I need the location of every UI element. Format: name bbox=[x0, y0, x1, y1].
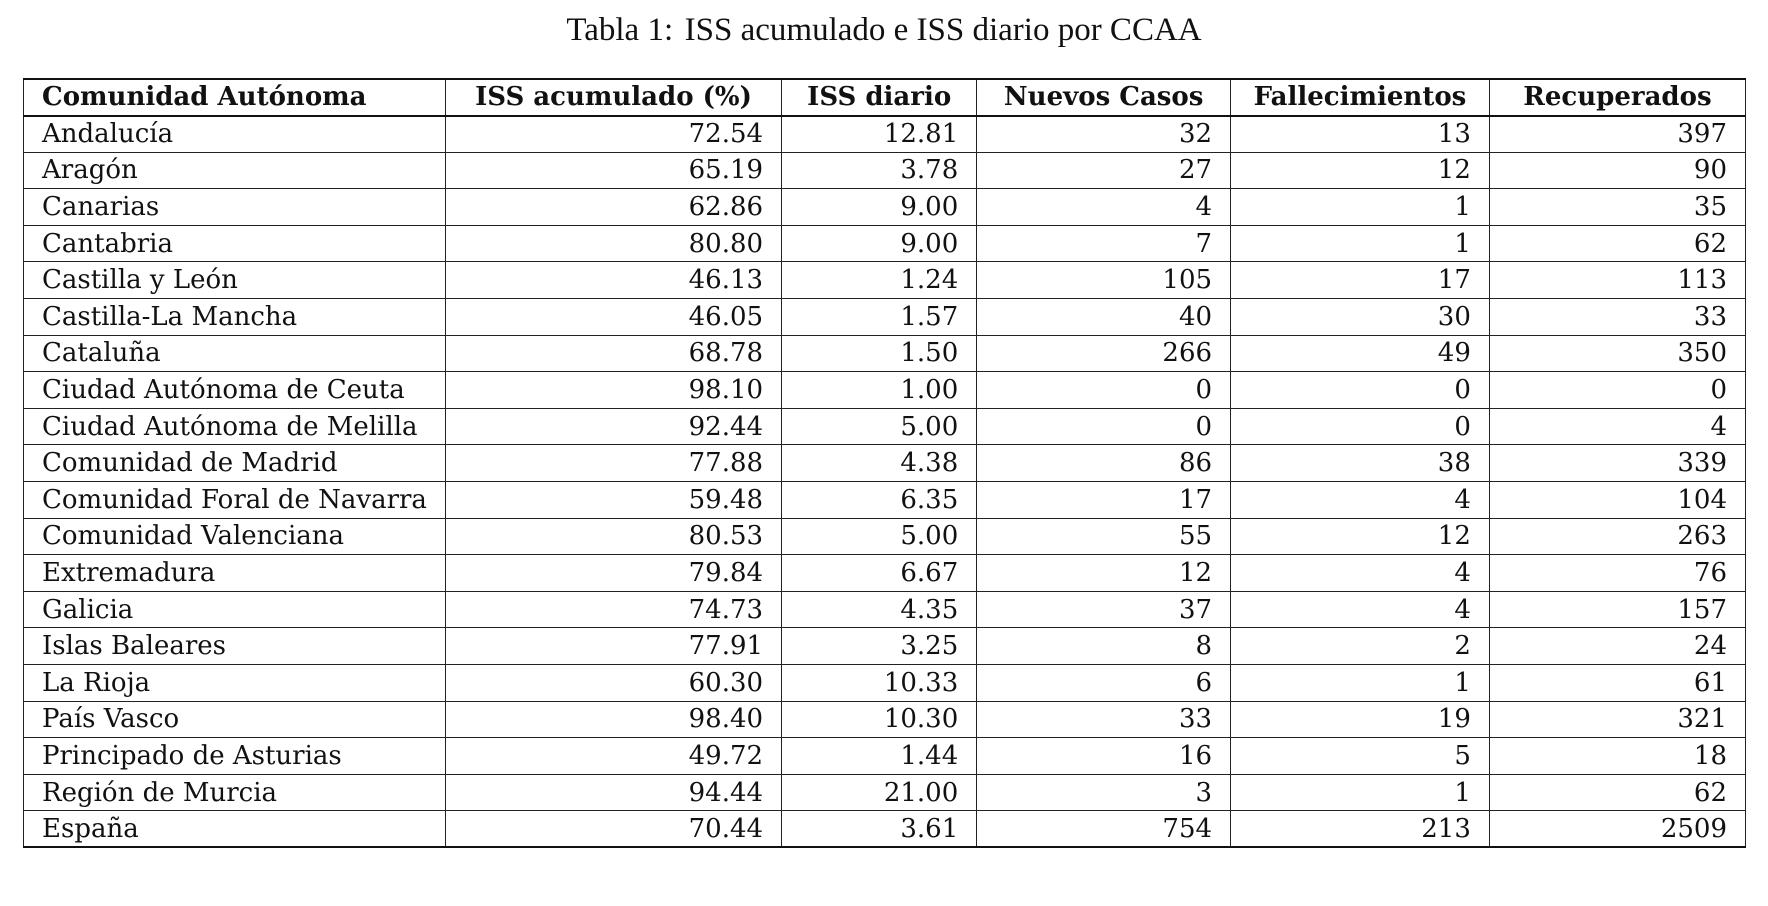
cell-iss-acumulado: 80.80 bbox=[445, 225, 781, 262]
cell-iss-diario: 9.00 bbox=[782, 225, 977, 262]
table-row bbox=[24, 408, 1746, 445]
cell-nuevos-casos: 7 bbox=[977, 225, 1231, 262]
cell-recuperados: 24 bbox=[1489, 628, 1745, 665]
table-row bbox=[24, 116, 1746, 153]
table-row bbox=[24, 299, 1746, 336]
table-row bbox=[24, 372, 1746, 409]
cell-comunidad: Región de Murcia bbox=[24, 774, 446, 811]
cell-comunidad: Principado de Asturias bbox=[24, 738, 446, 775]
cell-recuperados: 62 bbox=[1489, 774, 1745, 811]
cell-recuperados: 397 bbox=[1489, 116, 1745, 153]
cell-nuevos-casos: 40 bbox=[977, 299, 1231, 336]
cell-iss-acumulado: 70.44 bbox=[445, 811, 781, 848]
cell-iss-diario: 3.25 bbox=[782, 628, 977, 665]
cell-comunidad: Andalucía bbox=[24, 116, 446, 153]
cell-iss-diario: 12.81 bbox=[782, 116, 977, 153]
table-row bbox=[24, 518, 1746, 555]
cell-iss-diario: 1.44 bbox=[782, 738, 977, 775]
cell-fallecimientos: 17 bbox=[1231, 262, 1490, 299]
cell-iss-diario: 1.57 bbox=[782, 299, 977, 336]
cell-recuperados: 2509 bbox=[1489, 811, 1745, 848]
cell-recuperados: 18 bbox=[1489, 738, 1745, 775]
cell-iss-diario: 5.00 bbox=[782, 408, 977, 445]
cell-comunidad: Castilla-La Mancha bbox=[24, 299, 446, 336]
cell-iss-diario: 6.35 bbox=[782, 482, 977, 519]
header-fallecimientos: Fallecimientos bbox=[1231, 79, 1490, 116]
cell-recuperados: 0 bbox=[1489, 372, 1745, 409]
cell-recuperados: 350 bbox=[1489, 335, 1745, 372]
table-row bbox=[24, 591, 1746, 628]
cell-nuevos-casos: 4 bbox=[977, 189, 1231, 226]
caption-label: Tabla 1: bbox=[566, 12, 674, 48]
cell-nuevos-casos: 37 bbox=[977, 591, 1231, 628]
cell-iss-acumulado: 77.88 bbox=[445, 445, 781, 482]
table-row bbox=[24, 628, 1746, 665]
table-header-row bbox=[24, 79, 1746, 116]
cell-fallecimientos: 4 bbox=[1231, 555, 1490, 592]
cell-fallecimientos: 1 bbox=[1231, 665, 1490, 702]
cell-fallecimientos: 1 bbox=[1231, 189, 1490, 226]
cell-nuevos-casos: 27 bbox=[977, 152, 1231, 189]
cell-iss-acumulado: 46.05 bbox=[445, 299, 781, 336]
cell-nuevos-casos: 105 bbox=[977, 262, 1231, 299]
cell-fallecimientos: 0 bbox=[1231, 372, 1490, 409]
cell-iss-acumulado: 60.30 bbox=[445, 665, 781, 702]
cell-iss-diario: 4.38 bbox=[782, 445, 977, 482]
table-row bbox=[24, 701, 1746, 738]
cell-recuperados: 339 bbox=[1489, 445, 1745, 482]
cell-nuevos-casos: 6 bbox=[977, 665, 1231, 702]
cell-iss-acumulado: 72.54 bbox=[445, 116, 781, 153]
cell-iss-acumulado: 92.44 bbox=[445, 408, 781, 445]
cell-comunidad: La Rioja bbox=[24, 665, 446, 702]
table-row bbox=[24, 335, 1746, 372]
cell-fallecimientos: 30 bbox=[1231, 299, 1490, 336]
cell-recuperados: 4 bbox=[1489, 408, 1745, 445]
table-row bbox=[24, 665, 1746, 702]
cell-iss-acumulado: 65.19 bbox=[445, 152, 781, 189]
cell-nuevos-casos: 754 bbox=[977, 811, 1231, 848]
header-iss-diario: ISS diario bbox=[782, 79, 977, 116]
cell-iss-acumulado: 94.44 bbox=[445, 774, 781, 811]
cell-iss-acumulado: 80.53 bbox=[445, 518, 781, 555]
table-body bbox=[24, 116, 1746, 848]
cell-fallecimientos: 5 bbox=[1231, 738, 1490, 775]
cell-iss-acumulado: 62.86 bbox=[445, 189, 781, 226]
cell-nuevos-casos: 17 bbox=[977, 482, 1231, 519]
cell-comunidad: Cataluña bbox=[24, 335, 446, 372]
cell-nuevos-casos: 16 bbox=[977, 738, 1231, 775]
cell-iss-acumulado: 98.40 bbox=[445, 701, 781, 738]
cell-comunidad: País Vasco bbox=[24, 701, 446, 738]
cell-nuevos-casos: 33 bbox=[977, 701, 1231, 738]
cell-nuevos-casos: 0 bbox=[977, 408, 1231, 445]
cell-iss-acumulado: 74.73 bbox=[445, 591, 781, 628]
cell-recuperados: 62 bbox=[1489, 225, 1745, 262]
header-nuevos-casos: Nuevos Casos bbox=[977, 79, 1231, 116]
cell-fallecimientos: 1 bbox=[1231, 225, 1490, 262]
cell-fallecimientos: 213 bbox=[1231, 811, 1490, 848]
cell-fallecimientos: 38 bbox=[1231, 445, 1490, 482]
cell-comunidad: Comunidad Valenciana bbox=[24, 518, 446, 555]
caption-text: ISS acumulado e ISS diario por CCAA bbox=[684, 12, 1202, 48]
cell-nuevos-casos: 32 bbox=[977, 116, 1231, 153]
cell-iss-diario: 10.33 bbox=[782, 665, 977, 702]
cell-recuperados: 76 bbox=[1489, 555, 1745, 592]
cell-nuevos-casos: 8 bbox=[977, 628, 1231, 665]
cell-nuevos-casos: 12 bbox=[977, 555, 1231, 592]
cell-iss-acumulado: 79.84 bbox=[445, 555, 781, 592]
cell-iss-diario: 1.50 bbox=[782, 335, 977, 372]
cell-comunidad: Comunidad de Madrid bbox=[24, 445, 446, 482]
cell-iss-acumulado: 77.91 bbox=[445, 628, 781, 665]
cell-nuevos-casos: 55 bbox=[977, 518, 1231, 555]
cell-fallecimientos: 12 bbox=[1231, 518, 1490, 555]
cell-iss-acumulado: 49.72 bbox=[445, 738, 781, 775]
cell-fallecimientos: 0 bbox=[1231, 408, 1490, 445]
header-recuperados: Recuperados bbox=[1489, 79, 1745, 116]
cell-comunidad: Islas Baleares bbox=[24, 628, 446, 665]
cell-comunidad: Galicia bbox=[24, 591, 446, 628]
cell-recuperados: 263 bbox=[1489, 518, 1745, 555]
cell-iss-acumulado: 46.13 bbox=[445, 262, 781, 299]
cell-nuevos-casos: 3 bbox=[977, 774, 1231, 811]
cell-fallecimientos: 1 bbox=[1231, 774, 1490, 811]
cell-nuevos-casos: 266 bbox=[977, 335, 1231, 372]
cell-fallecimientos: 12 bbox=[1231, 152, 1490, 189]
cell-fallecimientos: 49 bbox=[1231, 335, 1490, 372]
cell-iss-diario: 21.00 bbox=[782, 774, 977, 811]
cell-iss-diario: 6.67 bbox=[782, 555, 977, 592]
cell-comunidad: Comunidad Foral de Navarra bbox=[24, 482, 446, 519]
cell-recuperados: 61 bbox=[1489, 665, 1745, 702]
cell-recuperados: 33 bbox=[1489, 299, 1745, 336]
cell-comunidad: Ciudad Autónoma de Ceuta bbox=[24, 372, 446, 409]
cell-recuperados: 321 bbox=[1489, 701, 1745, 738]
table-row bbox=[24, 774, 1746, 811]
cell-recuperados: 104 bbox=[1489, 482, 1745, 519]
cell-comunidad: Canarias bbox=[24, 189, 446, 226]
cell-iss-diario: 10.30 bbox=[782, 701, 977, 738]
cell-fallecimientos: 19 bbox=[1231, 701, 1490, 738]
cell-fallecimientos: 4 bbox=[1231, 591, 1490, 628]
cell-iss-diario: 4.35 bbox=[782, 591, 977, 628]
cell-comunidad: Ciudad Autónoma de Melilla bbox=[24, 408, 446, 445]
cell-fallecimientos: 2 bbox=[1231, 628, 1490, 665]
cell-iss-acumulado: 68.78 bbox=[445, 335, 781, 372]
table-row bbox=[24, 482, 1746, 519]
table-row bbox=[24, 225, 1746, 262]
cell-nuevos-casos: 86 bbox=[977, 445, 1231, 482]
cell-iss-acumulado: 98.10 bbox=[445, 372, 781, 409]
table-caption bbox=[0, 10, 1768, 50]
cell-comunidad: Castilla y León bbox=[24, 262, 446, 299]
cell-comunidad: Extremadura bbox=[24, 555, 446, 592]
table-row bbox=[24, 555, 1746, 592]
iss-table bbox=[23, 78, 1746, 848]
cell-iss-diario: 1.24 bbox=[782, 262, 977, 299]
cell-iss-diario: 5.00 bbox=[782, 518, 977, 555]
cell-recuperados: 157 bbox=[1489, 591, 1745, 628]
cell-iss-diario: 9.00 bbox=[782, 189, 977, 226]
header-iss-acumulado: ISS acumulado (%) bbox=[445, 79, 781, 116]
cell-iss-diario: 3.61 bbox=[782, 811, 977, 848]
table-total-row bbox=[24, 811, 1746, 848]
cell-iss-diario: 1.00 bbox=[782, 372, 977, 409]
cell-iss-acumulado: 59.48 bbox=[445, 482, 781, 519]
cell-comunidad: Cantabria bbox=[24, 225, 446, 262]
cell-recuperados: 35 bbox=[1489, 189, 1745, 226]
cell-recuperados: 113 bbox=[1489, 262, 1745, 299]
header-comunidad: Comunidad Autónoma bbox=[24, 79, 446, 116]
cell-comunidad: España bbox=[24, 811, 446, 848]
table-row bbox=[24, 262, 1746, 299]
table-row bbox=[24, 189, 1746, 226]
cell-nuevos-casos: 0 bbox=[977, 372, 1231, 409]
table-row bbox=[24, 738, 1746, 775]
cell-fallecimientos: 13 bbox=[1231, 116, 1490, 153]
table-row bbox=[24, 152, 1746, 189]
cell-recuperados: 90 bbox=[1489, 152, 1745, 189]
cell-fallecimientos: 4 bbox=[1231, 482, 1490, 519]
table-row bbox=[24, 445, 1746, 482]
cell-comunidad: Aragón bbox=[24, 152, 446, 189]
cell-iss-diario: 3.78 bbox=[782, 152, 977, 189]
